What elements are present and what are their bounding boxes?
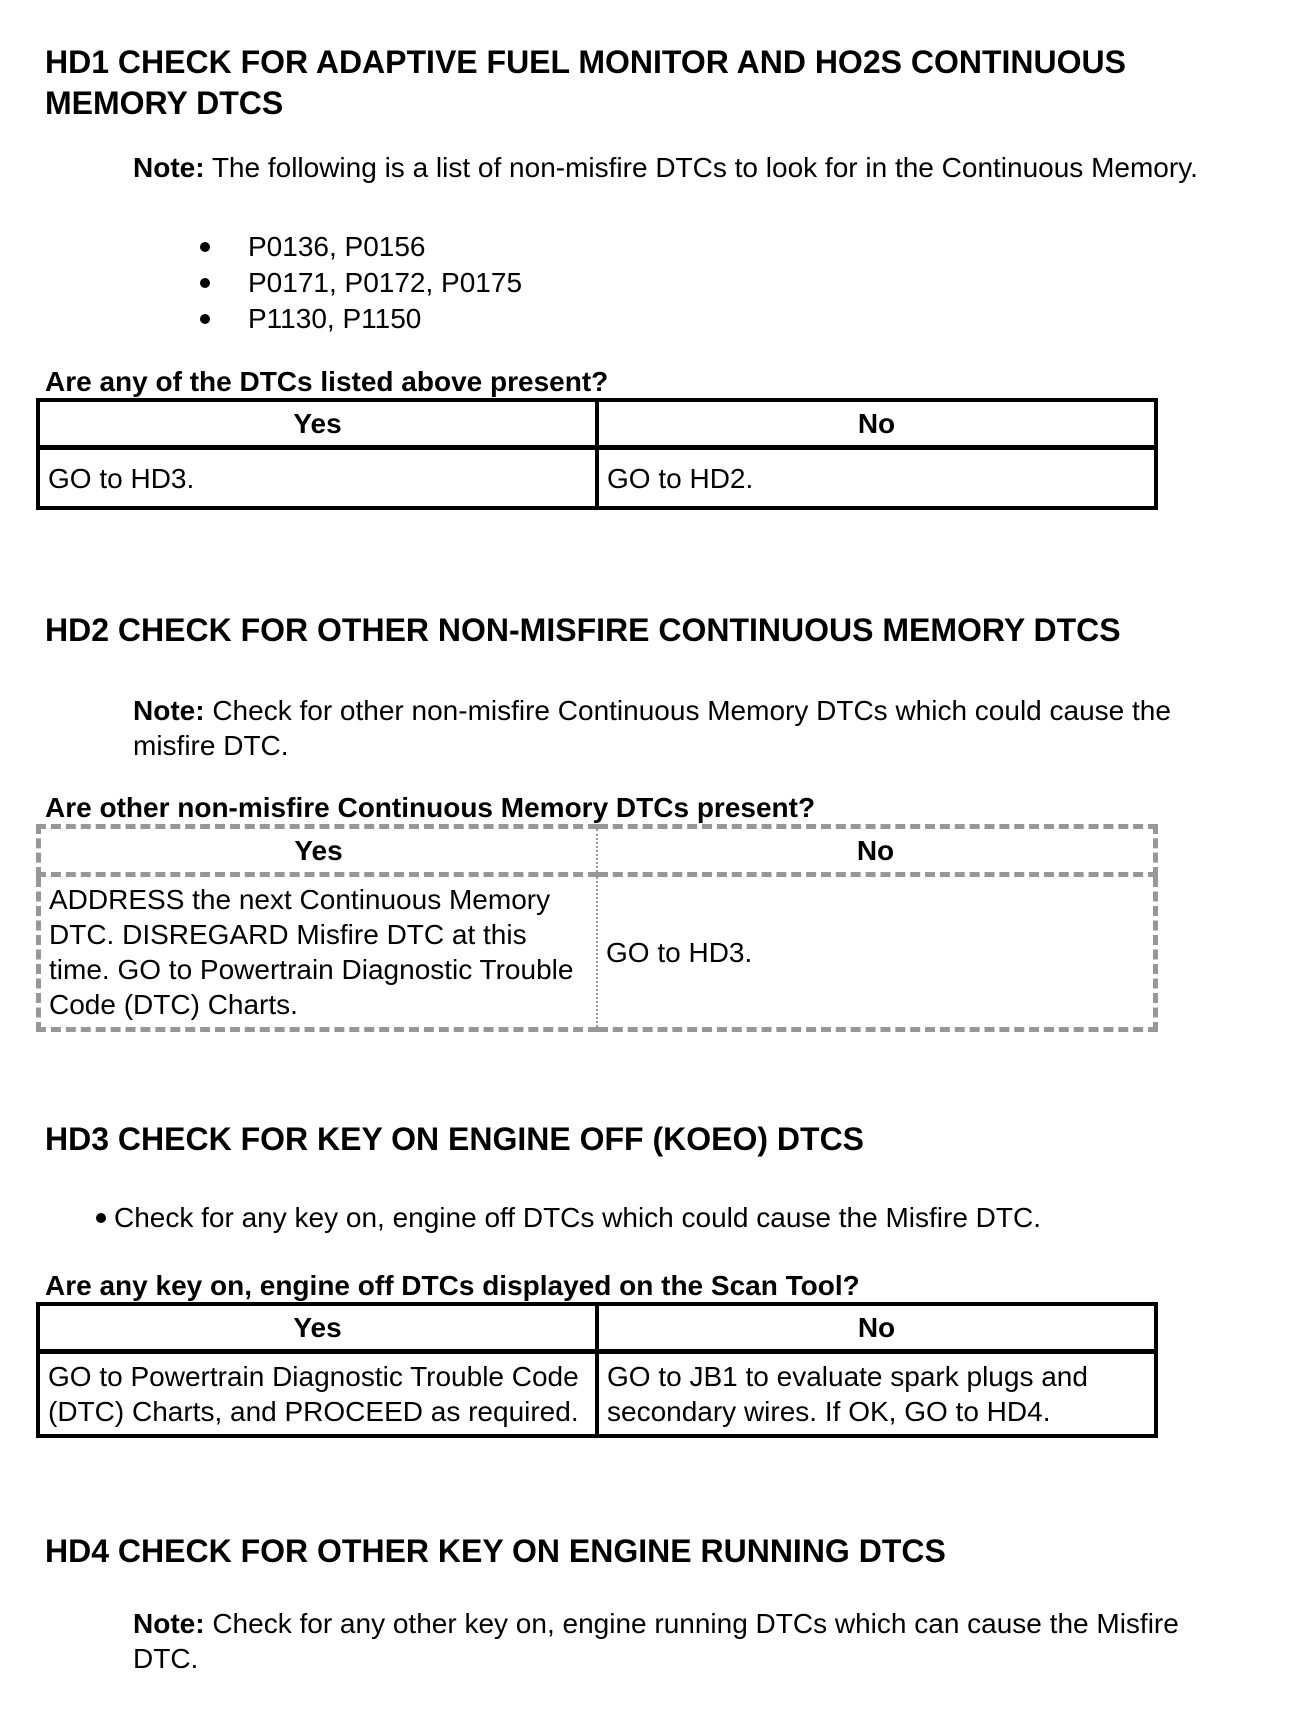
section-hd3-question: Are any key on, engine off DTCs displayed on the Scan Tool?: [45, 1270, 860, 1301]
section-hd4-heading: HD4 CHECK FOR OTHER KEY ON ENGINE RUNNING DTCS: [45, 1533, 946, 1569]
table-header-row: [39, 827, 1156, 875]
section-hd3-heading: HD3 CHECK FOR KEY ON ENGINE OFF (KOEO) DTCS: [45, 1121, 865, 1157]
section-hd2-heading: HD2 CHECK FOR OTHER NON-MISFIRE CONTINUOUS MEMORY DTCS: [45, 612, 1121, 648]
dtc-codes: P0171, P0172, P0175: [248, 267, 523, 298]
yes-action-cell: ADDRESS the next Continuous Memory DTC. DISREGARD Misfire DTC at this time. GO to Powertrain Diagnostic Trouble Code (DTC) Charts.: [39, 875, 598, 1030]
section-hd1-note: [133, 150, 1222, 185]
bullet-icon: [200, 242, 210, 252]
no-action-cell: GO to HD2.: [597, 448, 1156, 509]
no-action-cell: GO to HD3.: [597, 875, 1156, 1030]
dtc-codes: P0136, P0156: [248, 231, 426, 262]
bullet-text: Check for any key on, engine off DTCs which could cause the Misfire DTC.: [114, 1202, 1041, 1233]
yes-column-header: Yes: [38, 1304, 597, 1352]
list-item: [200, 301, 1312, 337]
table-row: [39, 875, 1156, 1030]
decision-table-hd3: [36, 1302, 1158, 1438]
section-hd2: [0, 610, 1312, 1032]
table-header-row: [38, 1304, 1156, 1352]
bullet-icon: [200, 314, 210, 324]
bullet-icon: [200, 278, 210, 288]
decision-table-hd2: [36, 824, 1158, 1032]
decision-table-hd1: [36, 398, 1158, 510]
yes-column-header: Yes: [38, 400, 597, 448]
yes-action-cell: GO to HD3.: [38, 448, 597, 509]
table-row: [38, 1352, 1156, 1437]
table-row: [38, 448, 1156, 509]
section-hd1-heading: HD1 CHECK FOR ADAPTIVE FUEL MONITOR AND HO2S CONTINUOUS MEMORY DTCS: [45, 44, 1126, 121]
section-hd4: [0, 1531, 1312, 1676]
section-hd2-note: [133, 693, 1222, 763]
list-item: [200, 229, 1312, 265]
no-action-cell: GO to JB1 to evaluate spark plugs and secondary wires. If OK, GO to HD4.: [597, 1352, 1156, 1437]
section-hd4-note: [133, 1606, 1222, 1676]
section-hd3: [0, 1119, 1312, 1438]
bullet-icon: [96, 1213, 106, 1223]
no-column-header: No: [597, 400, 1156, 448]
list-item: [200, 265, 1312, 301]
note-label: Note:: [133, 1608, 205, 1639]
no-column-header: No: [597, 827, 1156, 875]
note-text: Check for other non-misfire Continuous Memory DTCs which could cause the misfire DTC.: [133, 695, 1171, 761]
section-hd2-question: Are other non-misfire Continuous Memory DTCs present?: [45, 792, 816, 823]
note-label: Note:: [133, 695, 205, 726]
note-label: Note:: [133, 152, 205, 183]
yes-column-header: Yes: [39, 827, 598, 875]
yes-action-cell: GO to Powertrain Diagnostic Trouble Code (DTC) Charts, and PROCEED as required.: [38, 1352, 597, 1437]
note-text: The following is a list of non-misfire DTCs to look for in the Continuous Memory.: [204, 152, 1198, 183]
no-column-header: No: [597, 1304, 1156, 1352]
note-text: Check for any other key on, engine running DTCs which can cause the Misfire DTC.: [133, 1608, 1179, 1674]
section-hd1-question: Are any of the DTCs listed above present?: [45, 366, 609, 397]
dtc-code-list: [0, 229, 1312, 337]
section-hd1: [0, 42, 1312, 510]
table-header-row: [38, 400, 1156, 448]
dtc-codes: P1130, P1150: [248, 303, 422, 334]
section-hd3-bullet: [96, 1200, 1242, 1235]
